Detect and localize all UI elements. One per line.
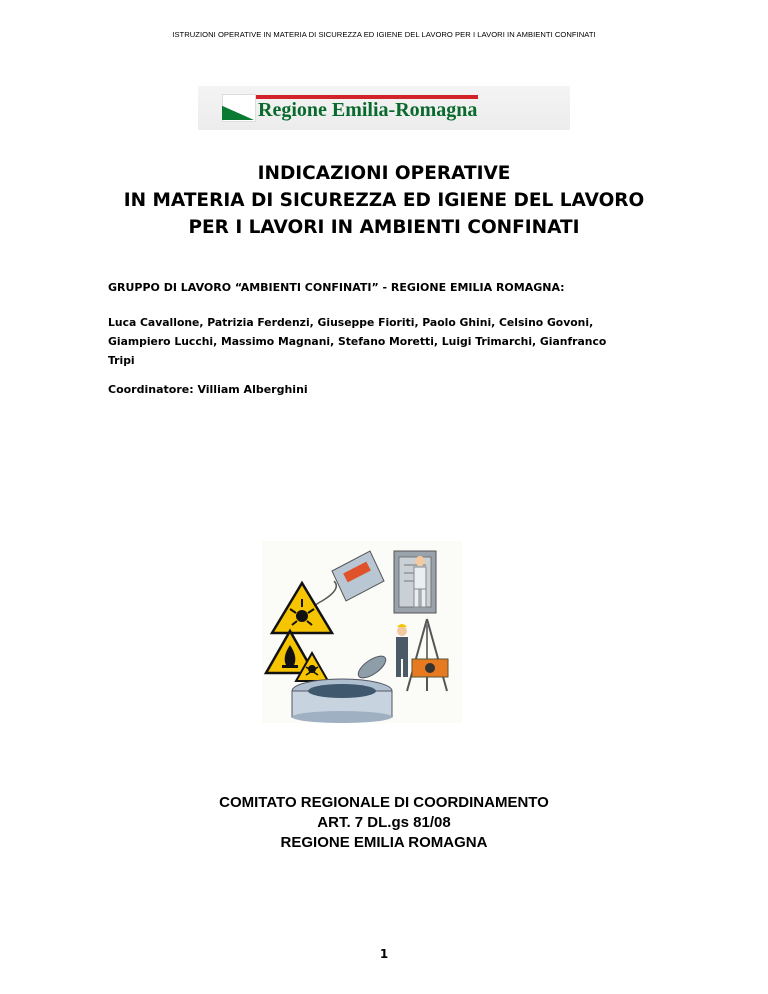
working-group-heading: GRUPPO DI LAVORO “AMBIENTI CONFINATI” - REGIONE EMILIA ROMAGNA: xyxy=(108,281,565,294)
members-line: Tripi xyxy=(108,354,135,367)
committee-block xyxy=(0,793,768,853)
committee-line: ART. 7 DL.gs 81/08 xyxy=(317,814,451,831)
title-line: IN MATERIA DI SICUREZZA ED IGIENE DEL LAVORO xyxy=(123,190,645,211)
logo-text: Regione Emilia-Romagna xyxy=(258,99,478,121)
committee-line: COMITATO REGIONALE DI COORDINAMENTO xyxy=(219,794,549,811)
title-line: INDICAZIONI OPERATIVE xyxy=(257,163,511,184)
document-title xyxy=(0,160,768,241)
members-line: Luca Cavallone, Patrizia Ferdenzi, Giuseppe Fioriti, Paolo Ghini, Celsino Govoni, xyxy=(108,316,594,329)
running-header: ISTRUZIONI OPERATIVE IN MATERIA DI SICUREZZA ED IGIENE DEL LAVORO PER I LAVORI IN AMBIENTI CONFINATI xyxy=(172,30,596,39)
members-line: Giampiero Lucchi, Massimo Magnani, Stefano Moretti, Luigi Trimarchi, Gianfranco xyxy=(108,335,607,348)
committee-line: REGIONE EMILIA ROMAGNA xyxy=(280,834,488,851)
title-line: PER I LAVORI IN AMBIENTI CONFINATI xyxy=(188,217,580,238)
page-number: 1 xyxy=(379,947,389,961)
coordinator: Coordinatore: Villiam Alberghini xyxy=(108,383,308,396)
region-logo xyxy=(198,86,570,130)
working-group-members xyxy=(108,313,660,370)
confined-spaces-illustration xyxy=(262,541,462,723)
